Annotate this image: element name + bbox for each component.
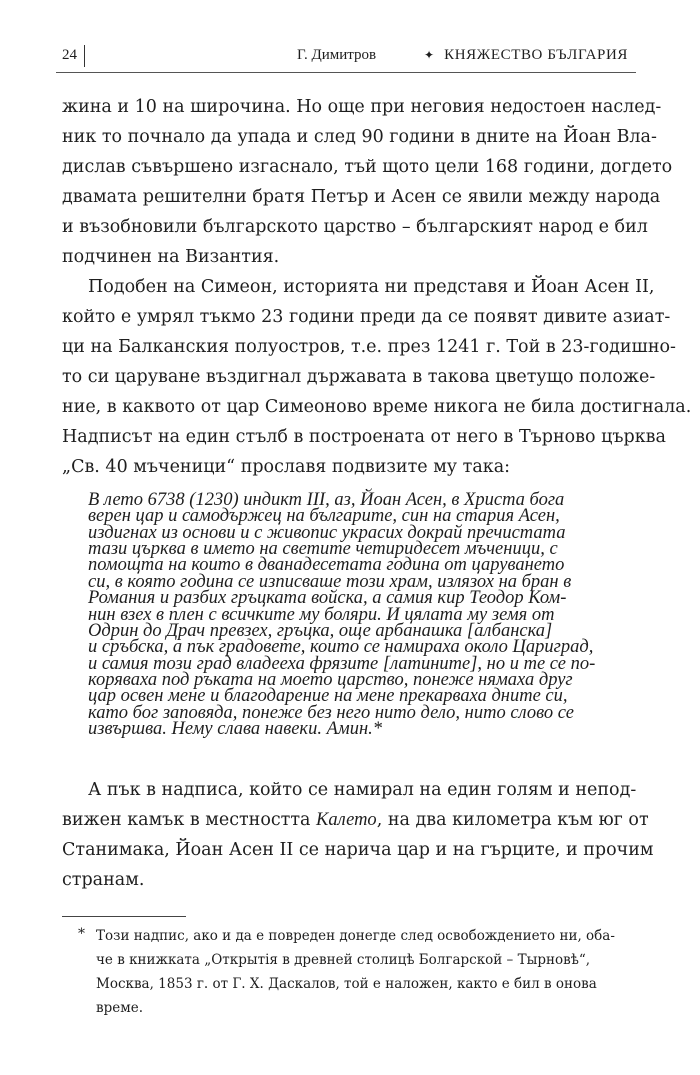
quote-line: като бог заповяда, понеже без него нито дело, нито слово се bbox=[88, 703, 574, 723]
header-author: Г. Димитров bbox=[297, 47, 377, 63]
quote-line: тази църква в името на светите четиридесет мъченици, с bbox=[88, 539, 558, 559]
quote-line: издигнах из основи и с живопис украсих докрай пречистата bbox=[88, 523, 566, 543]
text-line: и възобновили българското царство – българският народ е бил bbox=[62, 217, 648, 237]
quote-line: В лето 6738 (1230) индикт III, аз, Йоан Асен, в Христа бога bbox=[88, 490, 565, 510]
text-line: двамата решителни братя Петър и Асен се явили между народа bbox=[62, 187, 661, 207]
footnote-line: Москва, 1853 г. от Г. Х. Даскалов, той е наложен, както е бил в онова bbox=[96, 976, 597, 992]
ornament-icon: ✦ bbox=[424, 48, 435, 62]
header-book-title: КНЯЖЕСТВО БЪЛГАРИЯ bbox=[444, 47, 628, 63]
footnote-marker: * bbox=[78, 926, 85, 942]
text-line: ник то почнало да упада и след 90 години в дните на Йоан Вла- bbox=[62, 127, 657, 147]
quote-line: Одрин до Драч превзех, гръцка, още арбанашка [албанска] bbox=[88, 621, 553, 641]
text-line bbox=[62, 808, 649, 832]
footnote-line: време. bbox=[96, 1000, 144, 1016]
quote-line: помощта на които в дванадесетата година от царуването bbox=[88, 555, 565, 575]
text-line: дислав съвършено изгаснало, тъй щото цели 168 години, догдето bbox=[62, 157, 673, 177]
quote-line: цар освен мене и благодарение на мене прекарваха дните си, bbox=[88, 686, 568, 706]
text-run: , на два километра към юг от bbox=[376, 810, 649, 830]
text-line: странам. bbox=[62, 870, 145, 890]
place-name: Калето bbox=[316, 810, 377, 830]
quote-line: и сръбска, а пък градовете, които се намираха около Цариград, bbox=[88, 637, 594, 657]
quote-line: верен цар и самодържец на българите, син на стария Асен, bbox=[88, 506, 560, 526]
text-line: Подобен на Симеон, историята ни представя и Йоан Асен II, bbox=[88, 277, 655, 297]
quote-line: коряваха под ръката на моето царство, понеже нямаха друг bbox=[88, 670, 573, 690]
quote-line: нин взех в плен с всичките му боляри. И цялата му земя от bbox=[88, 605, 555, 625]
text-line: то си царуване въздигнал държавата в такова цветущо положе- bbox=[62, 367, 656, 387]
text-run: вижен камък в местността bbox=[62, 810, 317, 830]
text-line: който е умрял тъкмо 23 години преди да се появят дивите азиат- bbox=[62, 307, 671, 327]
text-line: Станимака, Йоан Асен II се нарича цар и на гърците, и прочим bbox=[62, 840, 654, 860]
quote-line: извършва. Нему слава навеки. Амин.* bbox=[88, 719, 382, 739]
quote-line: и самия този град владееха фрязите [латините], но и те се по- bbox=[88, 654, 596, 674]
text-line: ци на Балканския полуостров, т.е. през 1241 г. Той в 23-годишно- bbox=[62, 337, 676, 357]
footnote-line: че в книжката „Открытія в древней столицѣ Болгарской – Тырновѣ“, bbox=[96, 952, 591, 968]
quote-line: си, в която година се изписваше този храм, излязох на бран в bbox=[88, 572, 572, 592]
header-rule bbox=[56, 72, 636, 73]
header-divider bbox=[84, 45, 85, 67]
text-line: Надписът на един стълб в построената от него в Търново църква bbox=[62, 427, 666, 447]
quote-line: Романия и разбих гръцката войска, а самия кир Теодор Ком- bbox=[88, 588, 567, 608]
text-line: ние, в каквото от цар Симеоново време никога не била достигнала. bbox=[62, 397, 692, 417]
text-line: А пък в надписа, който се намирал на един голям и непод- bbox=[88, 780, 637, 800]
text-line: „Св. 40 мъченици“ прославя подвизите му така: bbox=[62, 457, 511, 477]
footnote-rule bbox=[62, 916, 186, 917]
running-header bbox=[56, 42, 636, 72]
footnote-line: Този надпис, ако и да е повреден донегде след освобождението ни, оба- bbox=[96, 928, 615, 944]
text-line: жина и 10 на широчина. Но още при неговия недостоен наслед- bbox=[62, 97, 662, 117]
text-line: подчинен на Византия. bbox=[62, 247, 280, 267]
page-number: 24 bbox=[62, 47, 77, 63]
